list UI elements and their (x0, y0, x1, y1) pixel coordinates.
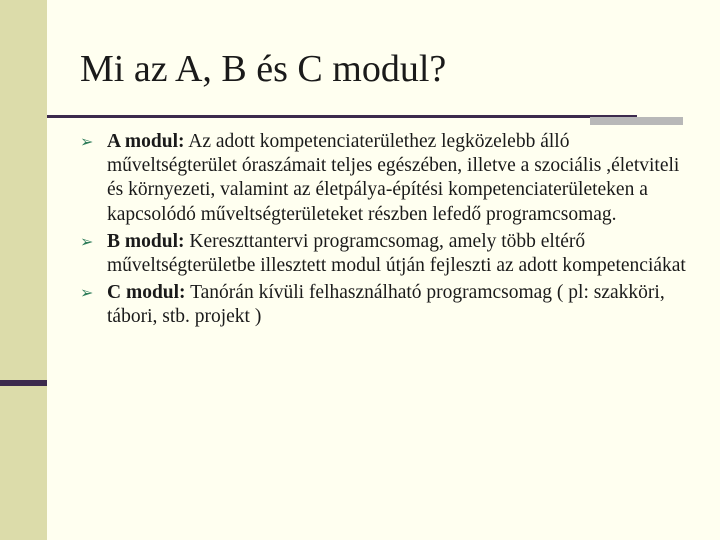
bullet-item-b-modul (80, 230, 700, 278)
side-decoration-strip (0, 0, 47, 540)
bullet-text: Kereszttantervi programcsomag, amely több eltérő műveltségterületbe illesztett modul útján fejleszti az adott kompetenciákat (107, 230, 686, 277)
bullet-term: B modul: (107, 230, 185, 252)
bullet-text: Az adott kompetenciaterülethez legközelebb álló műveltségterület óraszámait teljes egészében, illetve a szociális ,életviteli és környezeti, valamint az életpálya-építési kompetenciaterületeken a kapcsolódó műveltségterületeket részben lefedő programcsomag. (107, 131, 680, 225)
bullet-item-c-modul (80, 281, 700, 329)
bullet-text: Tanórán kívüli felhasználható programcsomag ( pl: szakköri, tábori, stb. projekt ) (107, 282, 665, 328)
bullet-list (80, 130, 700, 333)
title-divider-accent (590, 117, 683, 125)
bullet-term: A modul: (107, 131, 185, 152)
bullet-term: C modul: (107, 282, 186, 304)
arrow-bullet-icon: ➢ (80, 132, 94, 151)
arrow-bullet-icon: ➢ (80, 231, 94, 251)
slide-title: Mi az A, B és C modul? (80, 48, 447, 90)
side-decoration-bar (0, 380, 47, 386)
title-divider (47, 115, 637, 118)
bullet-item-a-modul (80, 130, 700, 227)
arrow-bullet-icon: ➢ (80, 283, 94, 303)
